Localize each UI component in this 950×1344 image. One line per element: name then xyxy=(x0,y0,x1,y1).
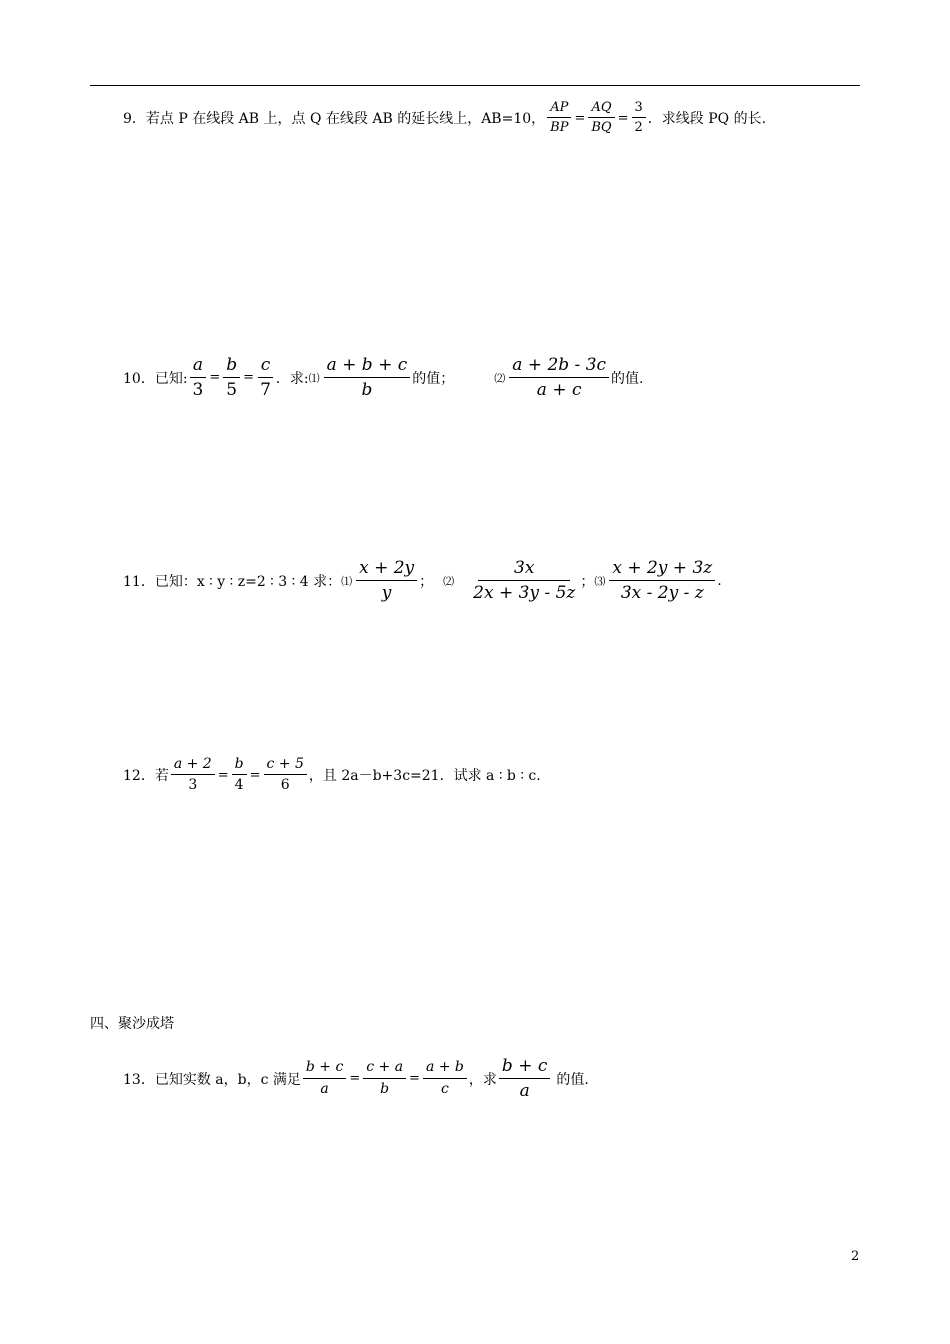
q9-frac3-denominator: 2 xyxy=(634,120,643,136)
q9-equals-2: = xyxy=(617,110,629,126)
q12-f1-denominator: 3 xyxy=(188,777,198,794)
q13-f4-numerator: b + c xyxy=(499,1057,550,1079)
q11-part3-fraction xyxy=(609,559,715,602)
q12-f3-denominator: 6 xyxy=(280,777,290,794)
q10-p2-numerator: a + 2b - 3c xyxy=(509,356,609,378)
question-13 xyxy=(123,1057,589,1100)
q10-equals-1: = xyxy=(209,370,221,386)
q10-p1-denominator: b xyxy=(361,379,373,400)
q9-fraction-aq-bq xyxy=(588,101,614,136)
q10-part2-label: ⑵ xyxy=(494,371,506,385)
question-10 xyxy=(123,356,644,399)
q10-p2-denominator: a + c xyxy=(536,379,582,400)
q10-fraction-a-3 xyxy=(190,356,207,399)
q13-f3-denominator: c xyxy=(441,1080,449,1097)
q10-f1-numerator: a xyxy=(190,356,206,378)
q11-p1-denominator: y xyxy=(381,582,392,603)
q10-f1-denominator: 3 xyxy=(192,379,204,400)
q11-part3-label: ⑶ xyxy=(594,574,606,588)
q13-f2-denominator: b xyxy=(380,1080,390,1097)
q13-f4-denominator: a xyxy=(519,1080,530,1101)
section-heading-4: 四、聚沙成塔 xyxy=(90,1016,174,1032)
q9-suffix: ．求线段 PQ 的长. xyxy=(647,111,767,128)
q12-fraction-1 xyxy=(171,757,215,794)
q12-prefix: 12．若 xyxy=(123,768,169,785)
q10-part1-fraction xyxy=(324,356,411,399)
q10-part1-suffix: 的值； xyxy=(412,370,455,387)
q12-fraction-3 xyxy=(264,757,307,794)
q12-equals-2: = xyxy=(249,767,261,783)
q9-fraction-ap-bp xyxy=(547,101,571,136)
q9-frac1-denominator: BP xyxy=(550,120,569,136)
q12-suffix: ，且 2a－b+3c=21．试求 a ∶ b ∶ c. xyxy=(308,768,541,785)
q11-p3-denominator: 3x - 2y - z xyxy=(620,582,704,603)
question-9 xyxy=(123,101,766,136)
q11-prefix: 11．已知：x ∶ y ∶ z=2 ∶ 3 ∶ 4 求： xyxy=(123,573,342,590)
q11-part2-fraction xyxy=(470,559,578,602)
q13-fraction-1 xyxy=(303,1060,346,1097)
q9-frac1-numerator: AP xyxy=(547,101,571,118)
q12-fraction-2 xyxy=(232,757,247,794)
q12-equals-1: = xyxy=(217,767,229,783)
question-11 xyxy=(123,559,722,602)
q11-separator-1: ； xyxy=(419,573,434,590)
q11-p1-numerator: x + 2y xyxy=(356,559,417,581)
q10-part2-suffix: 的值. xyxy=(611,370,644,387)
q13-f1-numerator: b + c xyxy=(303,1060,346,1078)
page-number: 2 xyxy=(851,1249,860,1264)
q12-f3-numerator: c + 5 xyxy=(264,757,307,775)
q11-part1-label: ⑴ xyxy=(341,574,353,588)
q10-prefix: 10．已知: xyxy=(123,370,188,387)
q12-f2-denominator: 4 xyxy=(234,777,244,794)
q13-mid: ，求 xyxy=(468,1071,497,1088)
q10-equals-2: = xyxy=(243,370,255,386)
q13-f2-numerator: c + a xyxy=(363,1060,406,1078)
q10-part2-fraction xyxy=(509,356,609,399)
q13-suffix: 的值. xyxy=(556,1071,589,1088)
q13-prefix: 13．已知实数 a，b，c 满足 xyxy=(123,1071,301,1088)
q12-f2-numerator: b xyxy=(232,757,247,775)
q13-fraction-3 xyxy=(423,1060,467,1097)
q11-p3-numerator: x + 2y + 3z xyxy=(609,559,715,581)
q9-frac2-denominator: BQ xyxy=(591,120,612,136)
header-rule xyxy=(90,85,860,86)
q10-f3-numerator: c xyxy=(258,356,274,378)
q11-part1-fraction xyxy=(356,559,417,602)
q11-part2-label: ⑵ xyxy=(443,574,455,588)
q13-equals-2: = xyxy=(409,1071,420,1087)
q10-f2-denominator: 5 xyxy=(226,379,238,400)
q11-separator-2: ； xyxy=(580,573,595,590)
q9-prefix: 9．若点 P 在线段 AB 上，点 Q 在线段 AB 的延长线上，AB=10， xyxy=(123,111,546,128)
q9-fraction-3-2 xyxy=(632,101,646,136)
q12-f1-numerator: a + 2 xyxy=(171,757,215,775)
q10-mid: ．求: xyxy=(275,370,309,387)
question-12 xyxy=(123,757,541,794)
q9-equals-1: = xyxy=(574,110,586,126)
q13-f1-denominator: a xyxy=(320,1080,329,1097)
q10-p1-numerator: a + b + c xyxy=(324,356,411,378)
q9-frac2-numerator: AQ xyxy=(588,101,614,118)
q11-suffix: . xyxy=(717,572,722,589)
q13-f3-numerator: a + b xyxy=(423,1060,467,1078)
q11-p2-numerator: 3x xyxy=(478,559,570,581)
q10-part1-label: ⑴ xyxy=(308,371,320,385)
q10-fraction-c-7 xyxy=(257,356,274,399)
q10-f2-numerator: b xyxy=(223,356,240,378)
q9-frac3-numerator: 3 xyxy=(632,101,646,118)
q13-fraction-2 xyxy=(363,1060,406,1097)
q13-fraction-4 xyxy=(499,1057,550,1100)
q11-p2-denominator: 2x + 3y - 5z xyxy=(473,582,576,603)
q10-fraction-b-5 xyxy=(223,356,240,399)
q10-f3-denominator: 7 xyxy=(260,379,271,400)
q13-equals-1: = xyxy=(349,1071,361,1087)
